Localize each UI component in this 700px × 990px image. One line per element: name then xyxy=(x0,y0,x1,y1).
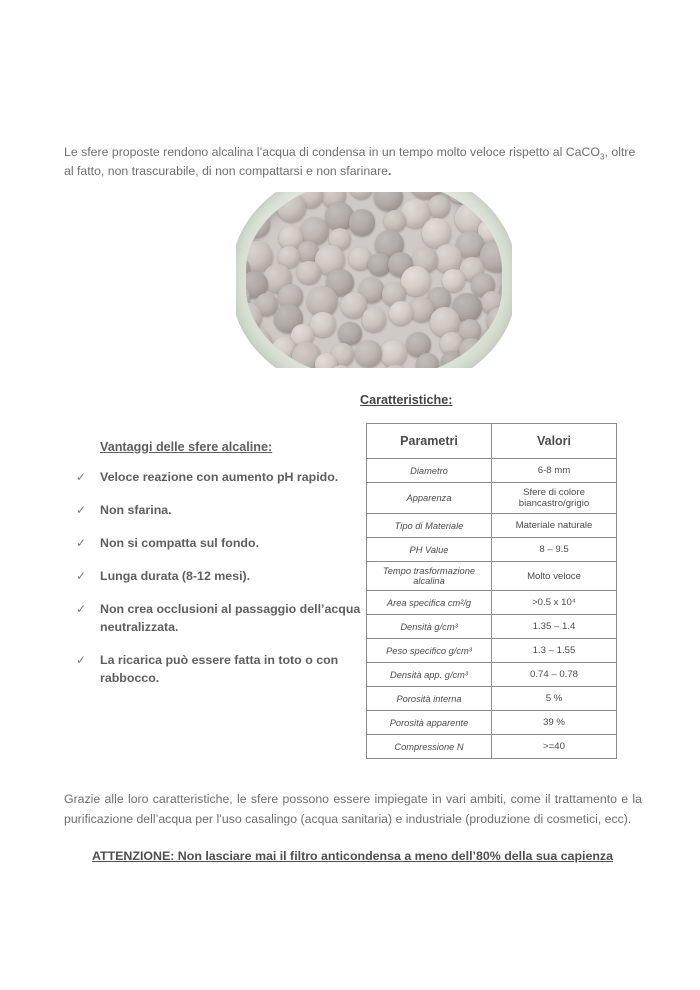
spec-parameter: Apparenza xyxy=(367,483,492,514)
table-row xyxy=(367,514,617,538)
intro-text-end: . xyxy=(388,164,392,179)
check-icon: ✓ xyxy=(76,569,87,583)
table-row xyxy=(367,483,617,514)
check-icon: ✓ xyxy=(76,536,87,550)
table-row xyxy=(367,562,617,591)
sphere xyxy=(428,195,451,218)
check-icon: ✓ xyxy=(76,503,87,517)
formula-subscript: 3 xyxy=(599,151,605,162)
table-row xyxy=(367,615,617,639)
sphere xyxy=(349,209,376,236)
spec-value: 39 % xyxy=(492,711,617,735)
specs-header-row xyxy=(367,424,617,459)
intro-text-part2: , oltre al fatto, non trascurabile, di non compattarsi e non sfarinare xyxy=(64,145,636,179)
specs-table xyxy=(366,423,617,759)
check-icon: ✓ xyxy=(76,602,87,616)
advantage-item xyxy=(76,600,361,636)
sphere xyxy=(355,340,382,367)
sphere xyxy=(297,261,321,285)
spec-value: 1.35 – 1.4 xyxy=(492,615,617,639)
sphere xyxy=(310,312,336,338)
advantages-list xyxy=(76,468,361,702)
spec-value: Sfere di colore biancastro/grigio xyxy=(492,483,617,514)
intro-paragraph xyxy=(64,143,640,181)
sphere xyxy=(389,301,413,325)
bowl-shape xyxy=(236,192,512,368)
sphere xyxy=(362,307,387,332)
spec-parameter: Tipo di Materiale xyxy=(367,514,492,538)
spec-value: Molto veloce xyxy=(492,562,617,591)
table-row xyxy=(367,663,617,687)
spec-parameter: Compressione N xyxy=(367,735,492,759)
sphere xyxy=(246,328,272,359)
advantage-label: Non crea occlusioni al passaggio dell’acqua neutralizzata. xyxy=(100,602,361,634)
table-row xyxy=(367,687,617,711)
spec-value: 5 % xyxy=(492,687,617,711)
spec-value: 1.3 – 1.55 xyxy=(492,639,617,663)
sphere xyxy=(384,210,406,232)
table-row xyxy=(367,591,617,615)
sphere xyxy=(350,192,374,199)
specs-col-valori: Valori xyxy=(492,424,617,459)
advantage-item xyxy=(76,567,361,585)
sphere xyxy=(434,244,462,272)
advantages-heading: Vantaggi delle sfere alcaline: xyxy=(100,440,273,454)
sphere xyxy=(476,358,500,368)
advantage-label: Veloce reazione con aumento pH rapido. xyxy=(100,470,339,484)
table-row xyxy=(367,538,617,562)
advantage-label: Non sfarina. xyxy=(100,503,172,517)
sphere xyxy=(374,192,403,211)
bowl-interior xyxy=(246,192,502,368)
sphere xyxy=(277,193,306,222)
spec-parameter: Densità app. g/cm³ xyxy=(367,663,492,687)
specs-heading: Caratteristiche: xyxy=(360,393,453,407)
check-icon: ✓ xyxy=(76,470,87,484)
spec-value: 8 – 9.5 xyxy=(492,538,617,562)
advantage-item xyxy=(76,501,361,519)
table-row xyxy=(367,459,617,483)
specs-col-parametri: Parametri xyxy=(367,424,492,459)
advantage-label: La ricarica può essere fatta in toto o con rabbocco. xyxy=(100,653,339,685)
sphere xyxy=(477,192,502,201)
outro-paragraph: Grazie alle loro caratteristiche, le sfere possono essere impiegate in vari ambiti, come il trattamento e la purificazione dell’acqua per l’uso casalingo (acqua sanitaria) e industriale (produzione di cosmetici, ecc). xyxy=(64,792,642,826)
spec-value: >=40 xyxy=(492,735,617,759)
sphere-cluster xyxy=(246,192,502,368)
table-row xyxy=(367,639,617,663)
advantage-label: Lunga durata (8-12 mesi). xyxy=(100,569,251,583)
sphere xyxy=(448,192,471,203)
sphere xyxy=(338,322,361,345)
spec-value: >0.5 x 10⁴ xyxy=(492,591,617,615)
alkaline-spheres-photo xyxy=(236,192,512,368)
check-icon: ✓ xyxy=(76,653,87,667)
sphere xyxy=(459,338,483,362)
spec-parameter: Tempo trasformazione alcalina xyxy=(367,562,492,591)
sphere xyxy=(416,353,439,368)
spec-parameter: Area specifica cm²/g xyxy=(367,591,492,615)
spec-parameter: Diametro xyxy=(367,459,492,483)
warning-notice: ATTENZIONE: Non lasciare mai il filtro anticondensa a meno dell’80% della sua capienza xyxy=(92,849,614,863)
sphere xyxy=(380,340,407,367)
spec-parameter: Porosità interna xyxy=(367,687,492,711)
advantage-item xyxy=(76,534,361,552)
advantage-item xyxy=(76,468,361,486)
spec-parameter: Densità g/cm³ xyxy=(367,615,492,639)
table-row xyxy=(367,711,617,735)
spec-parameter: PH Value xyxy=(367,538,492,562)
spec-parameter: Peso specifico g/cm³ xyxy=(367,639,492,663)
spec-value: Materiale naturale xyxy=(492,514,617,538)
advantage-label: Non si compatta sul fondo. xyxy=(100,536,260,550)
spec-value: 6-8 mm xyxy=(492,459,617,483)
intro-text-part1: Le sfere proposte rendono alcalina l’acqua di condensa in un tempo molto veloce rispetto al CaCO xyxy=(64,145,600,160)
spec-value: 0.74 – 0.78 xyxy=(492,663,617,687)
spec-parameter: Porosità apparente xyxy=(367,711,492,735)
table-row xyxy=(367,735,617,759)
advantage-item xyxy=(76,651,361,687)
